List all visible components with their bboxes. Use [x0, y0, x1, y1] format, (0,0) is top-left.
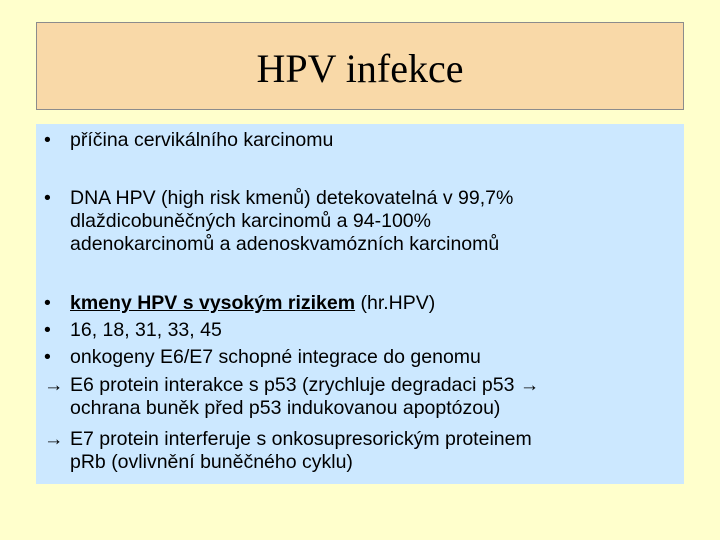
page-title: HPV infekce: [256, 45, 464, 91]
bullet-text: onkogeny E6/E7 schopné integrace do genomu: [70, 346, 481, 368]
bullet-text-continuation: adenokarcinomů a adenoskvamózních karcinomů: [70, 233, 500, 255]
arrow-item-e6: [44, 374, 539, 397]
bullet-icon: •: [44, 346, 51, 368]
bullet-item-types: [44, 319, 222, 342]
bullet-icon: •: [44, 187, 51, 209]
arrow-item-e7: [44, 428, 532, 451]
bullet-text: (hr.HPV): [355, 292, 436, 314]
arrow-text: E6 protein interakce s p53 (zrychluje degradaci p53 →: [70, 374, 540, 396]
bullet-text-continuation: dlaždicobuněčných karcinomů a 94-100%: [70, 210, 431, 232]
bullet-text: 16, 18, 31, 33, 45: [70, 319, 222, 341]
bullet-item-strains: [44, 292, 435, 315]
title-box: [36, 22, 684, 110]
arrow-right-icon: →: [44, 374, 64, 396]
bullet-icon: •: [44, 129, 51, 151]
arrow-text: E7 protein interferuje s onkosupresorickým proteinem: [70, 428, 532, 450]
bullet-item-cause: [44, 129, 333, 152]
bullet-text: příčina cervikálního karcinomu: [70, 129, 334, 151]
arrow-right-icon: →: [44, 428, 64, 450]
bullet-item-dna: [44, 187, 513, 210]
bullet-icon: •: [44, 292, 51, 314]
bullet-text: DNA HPV (high risk kmenů) detekovatelná v 99,7%: [70, 187, 514, 209]
arrow-text-continuation: pRb (ovlivnění buněčného cyklu): [70, 451, 353, 473]
arrow-text-continuation: ochrana buněk před p53 indukovanou apoptózou): [70, 397, 501, 419]
bullet-text-emphasis: kmeny HPV s vysokým rizikem: [70, 292, 356, 314]
bullet-icon: •: [44, 319, 51, 341]
content-box: [36, 124, 684, 484]
bullet-item-oncogenes: [44, 346, 481, 369]
